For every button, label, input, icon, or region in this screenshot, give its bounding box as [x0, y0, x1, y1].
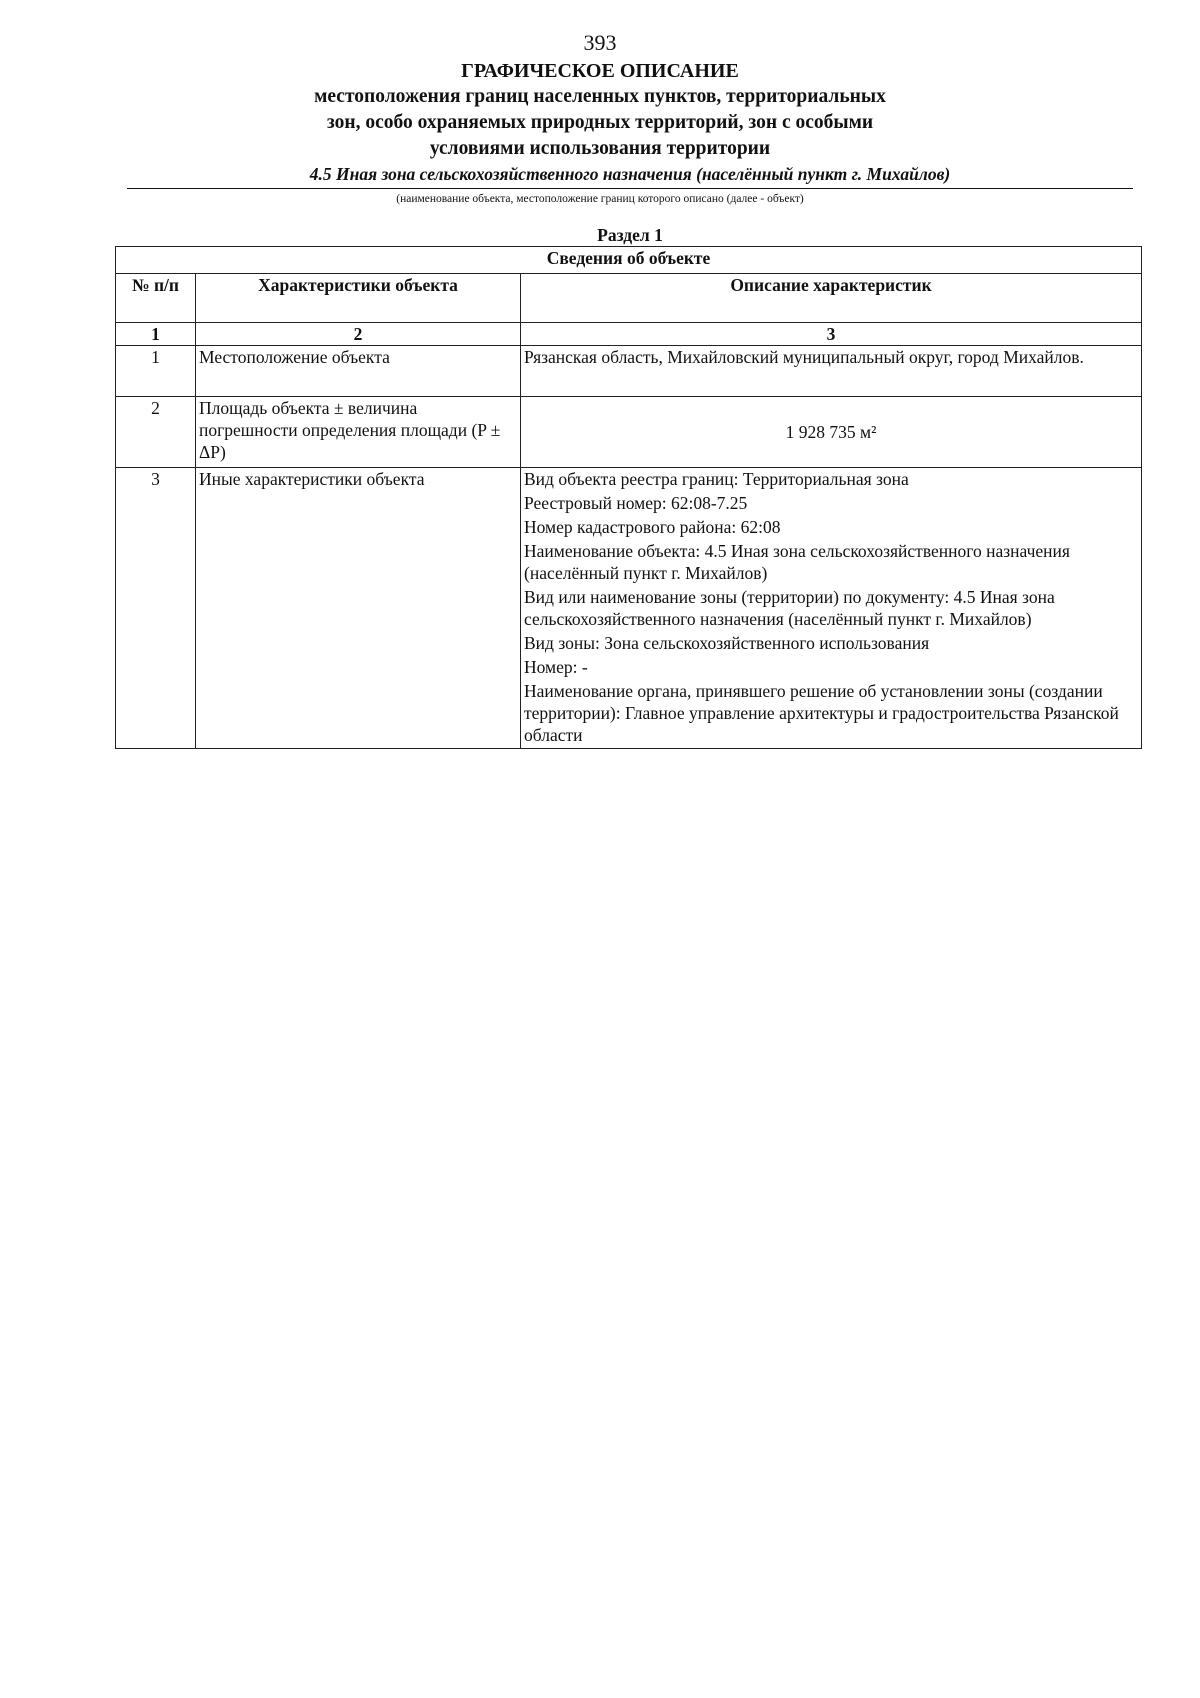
row-number: 2	[116, 397, 196, 468]
column-number-1: 1	[116, 323, 196, 346]
description-line: Номер: -	[524, 657, 588, 677]
object-name-caption: (наименование объекта, местоположение границ которого описано (далее - объект)	[396, 193, 804, 205]
header-description: Описание характеристик	[521, 274, 1142, 323]
table-caption: Сведения об объекте	[116, 247, 1142, 274]
document-subtitle-line-1: местоположения границ населенных пунктов, территориальных	[314, 86, 886, 107]
row-characteristic: Площадь объекта ± величина погрешности определения площади (P ± ΔP)	[196, 397, 521, 468]
row-number: 3	[116, 468, 196, 749]
document-subtitle-line-2: зон, особо охраняемых природных территорий, зон с особыми	[326, 112, 874, 133]
table-row	[116, 397, 1142, 468]
row-description	[521, 468, 1142, 749]
row-description: Рязанская область, Михайловский муниципальный округ, город Михайлов.	[521, 346, 1142, 397]
table-header-row	[116, 274, 1142, 323]
description-line: Реестровый номер: 62:08-7.25	[524, 493, 748, 513]
description-line: Вид зоны: Зона сельскохозяйственного использования	[524, 633, 930, 653]
document-title-block	[0, 58, 1200, 162]
row-characteristic: Местоположение объекта	[196, 346, 521, 397]
document-title: ГРАФИЧЕСКОЕ ОПИСАНИЕ	[461, 60, 739, 82]
table-row	[116, 346, 1142, 397]
table-row	[116, 468, 1142, 749]
object-name-underline	[127, 188, 1133, 189]
row-description: 1 928 735 м²	[521, 397, 1142, 468]
row-characteristic: Иные характеристики объекта	[196, 468, 521, 749]
description-line: Номер кадастрового района: 62:08	[524, 517, 781, 537]
document-subtitle-line-3: условиями использования территории	[429, 138, 771, 159]
description-line: Вид или наименование зоны (территории) по документу: 4.5 Иная зона сельскохозяйственного назначения (населённый пункт г. Михайлов)	[524, 587, 1055, 629]
object-name: 4.5 Иная зона сельскохозяйственного назначения (населённый пункт г. Михайлов)	[309, 164, 951, 184]
column-number-3: 3	[521, 323, 1142, 346]
description-line: Наименование органа, принявшего решение об установлении зоны (создании территории): Главное управление архитектуры и градостроительства Рязанской области	[524, 681, 1119, 745]
column-number-row	[116, 323, 1142, 346]
page-number: 393	[583, 30, 617, 55]
object-info-table	[115, 246, 1142, 749]
header-num: № п/п	[116, 274, 196, 323]
section-title: Раздел 1	[597, 225, 663, 245]
header-characteristic: Характеристики объекта	[196, 274, 521, 323]
table-caption-row	[116, 247, 1142, 274]
description-line: Вид объекта реестра границ: Территориальная зона	[524, 469, 909, 489]
column-number-2: 2	[196, 323, 521, 346]
description-line: Наименование объекта: 4.5 Иная зона сельскохозяйственного назначения (населённый пункт г. Михайлов)	[524, 541, 1070, 583]
row-number: 1	[116, 346, 196, 397]
